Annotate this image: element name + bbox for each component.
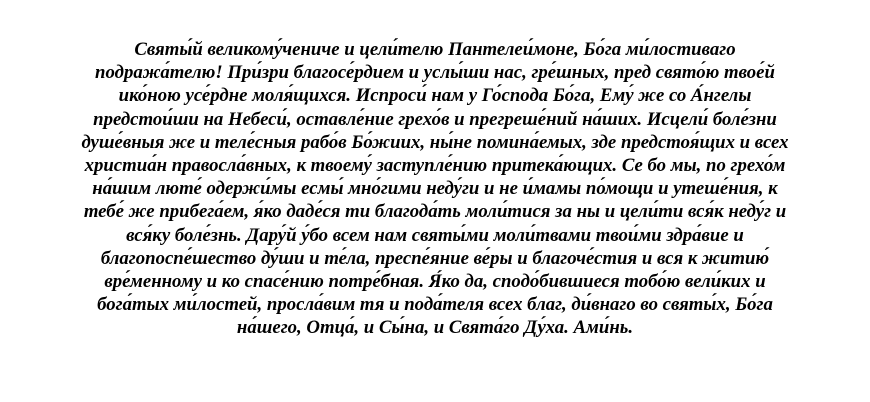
prayer-line-12: бога́тых ми́лостей, просла́вим тя и пода́теля всех благ, ди́внаго во святы́х, Бо́га <box>97 294 773 316</box>
prayer-line-6: христиа́н правосла́вных, к твоему́ заступле́нию притека́ющих. Се бо мы, по грехо́м <box>84 155 786 177</box>
prayer-line-7: на́шим люте́ одержи́мы есмы́ мно́гими неду́ги и не и́мамы по́мощи и утеше́ния, к <box>92 178 778 200</box>
prayer-line-13: на́шего, Отца́, и Сы́на, и Свята́го Ду́ха. Ами́нь. <box>236 317 634 339</box>
prayer-line-8: тебе́ же прибега́ем, я́ко даде́ся ти благода́ть моли́тися за ны и цели́ти вся́к неду́г и <box>83 201 787 223</box>
prayer-line-2: подража́телю! При́зри благосе́рдием и услы́ши нас, гре́шных, пред свято́ю твое́й <box>95 62 775 84</box>
prayer-line-1: Святы́й великому́чениче и цели́телю Пантелеи́моне, Бо́га ми́лостиваго <box>134 39 736 60</box>
prayer-line-3: ико́ною усе́рдне моля́щихся. Испроси́ нам у Го́спода Бо́га, Ему́ же со А́нгелы <box>118 85 752 107</box>
prayer-line-4: предстои́ши на Небеси́, оставле́ние грехо́в и прегреше́ний на́ших. Исцели́ боле́зни <box>93 108 777 130</box>
prayer-line-10: благопоспе́шество ду́ши и те́ла, преспе́яние ве́ры и благоче́стия и вся к житию́ <box>100 247 770 269</box>
prayer-text <box>0 38 870 340</box>
prayer-line-9: вся́ку боле́знь. Дару́й у́бо всем нам святы́ми моли́твами твои́ми здра́вие и <box>126 224 744 246</box>
prayer-line-11: вре́менному и ко спасе́нию потре́бная. Я́ко да, сподо́бившиеся тобо́ю вели́ких и <box>104 271 766 293</box>
prayer-line-5: душе́вныя же и теле́сныя рабо́в Бо́жиих, ны́не помина́емых, зде предстоя́щих и всех <box>81 131 789 153</box>
